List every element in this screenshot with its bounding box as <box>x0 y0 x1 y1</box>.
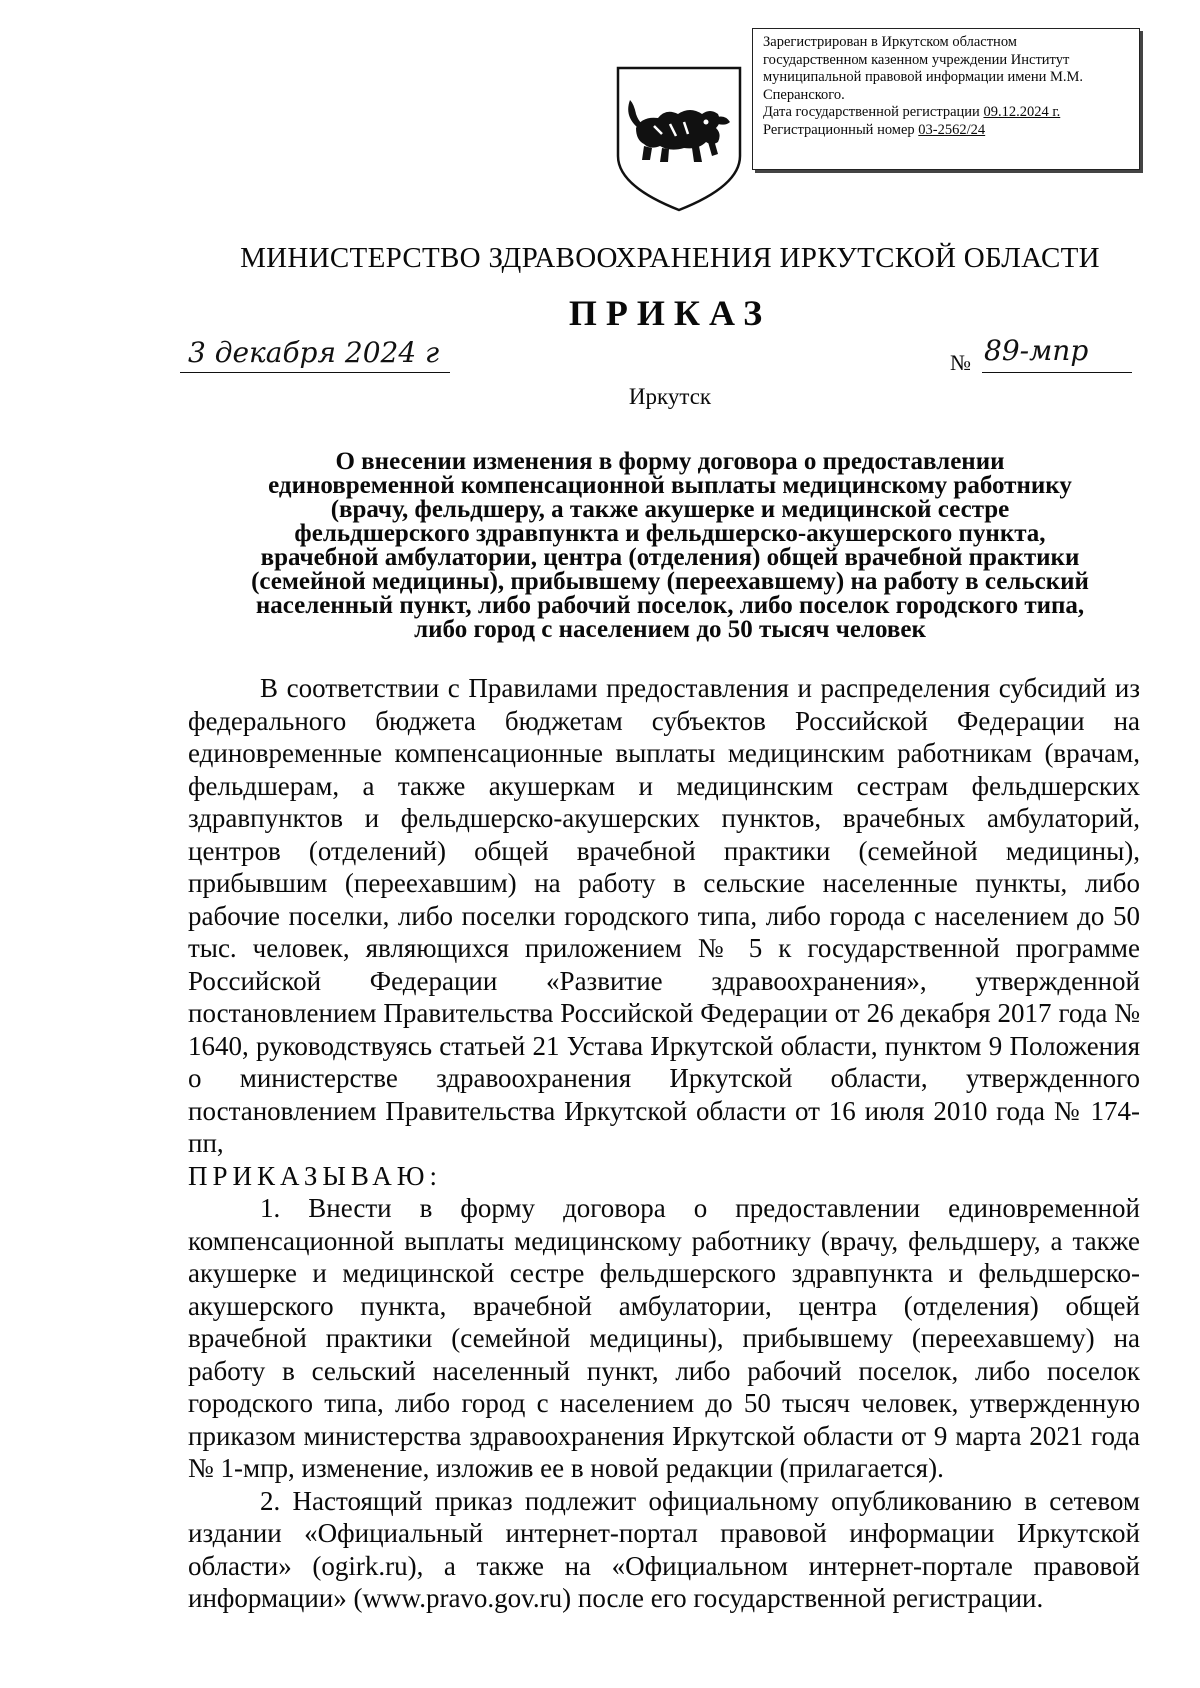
stamp-line: Сперанского. <box>763 86 845 103</box>
stamp-line: Зарегистрирован в Иркутском областном <box>763 34 1017 50</box>
stamp-date-value: 09.12.2024 г. <box>983 104 1061 120</box>
stamp-date-row <box>763 104 1129 122</box>
registration-stamp <box>752 28 1140 170</box>
item-2-paragraph: 2. Настоящий приказ подлежит официальному опубликованию в сетевом издании «Официальный интернет-портал правовой информации Иркутской области» (ogirk.ru), а также на «Официальном интернет-портале правовой информации» (www.pravo.gov.ru) после его государственной регистрации. <box>188 1485 1140 1613</box>
subject-line: либо город с населением до 50 тысяч человек <box>414 616 926 643</box>
stamp-line: муниципальной правовой информации имени М.М. <box>763 69 1084 85</box>
stamp-number-value: 03-2562/24 <box>918 121 986 138</box>
subject-line: врачебной амбулатории, центра (отделения) общей врачебной практики <box>260 544 1080 571</box>
subject-line: О внесении изменения в форму договора о предоставлении <box>335 448 1005 475</box>
number-sign: № <box>950 350 971 375</box>
document-type-title: ПРИКАЗ <box>568 293 772 333</box>
decree-word: ПРИКАЗЫВАЮ: <box>188 1160 442 1191</box>
handwritten-order-date: 3 декабря 2024 г <box>188 336 440 369</box>
order-subject <box>196 450 1144 642</box>
preamble-paragraph: В соответствии с Правилами предоставления и распределения субсидий из федерального бюджета бюджетам субъектов Российской Федерации на единовременные компенсационные выплаты медицинским работникам (врачам, фельдшерам, а также акушеркам и медицинским сестрам фельдшерских здравпунктов и фельдшерско-акушерских пунктов, врачебных амбулаторий, центров (отделений) общей врачебной практики (семейной медицины), прибывшим (переехавшим) на работу в сельские населенные пункты, либо рабочие поселки, либо поселки городского типа, либо города с населением до 50 тыс. человек, являющихся приложением № 5 к государственной программе Российской Федерации «Развитие здравоохранения», утвержденной постановлением Правительства Российской Федерации от 26 декабря 2017 года № 1640, руководствуясь статьей 21 Устава Иркутской области, пунктом 9 Положения о министерстве здравоохранения Иркутской области, утвержденного постановлением Правительства Иркутской области от 16 июля 2010 года № 174-пп, <box>188 673 1140 1158</box>
stamp-number-label: Регистрационный номер <box>763 121 919 138</box>
stamp-date-label: Дата государственной регистрации <box>763 104 984 120</box>
date-underline <box>180 372 450 373</box>
subject-line: населенный пункт, либо рабочий поселок, либо поселок городского типа, <box>255 592 1085 619</box>
coat-of-arms-icon <box>614 64 744 214</box>
ministry-heading: МИНИСТЕРСТВО ЗДРАВООХРАНЕНИЯ ИРКУТСКОЙ ОБЛАСТИ <box>240 242 1100 274</box>
number-underline <box>982 372 1132 373</box>
city-label: Иркутск <box>628 384 712 409</box>
stamp-number-row <box>763 122 1129 140</box>
handwritten-order-number: 89-мпр <box>984 334 1089 367</box>
order-body <box>188 672 1140 1615</box>
stamp-line: государственном казенном учреждении Институт <box>763 51 1070 68</box>
subject-line: (семейной медицины), прибывшему (переехавшему) на работу в сельский <box>251 568 1089 595</box>
item-1-paragraph: 1. Внести в форму договора о предоставлении единовременной компенсационной выплаты медицинскому работнику (врачу, фельдшеру, а также акушерке и медицинской сестре фельдшерского здравпункта и фельдшерско-акушерского пункта, врачебной амбулатории, центра (отделения) общей врачебной практики (семейной медицины), прибывшему (переехавшему) на работу в сельский населенный пункт, либо рабочий поселок, либо поселок городского типа, либо город с населением до 50 тысяч человек, утвержденную приказом министерства здравоохранения Иркутской области от 9 марта 2021 года № 1-мпр, изменение, изложив ее в новой редакции (прилагается). <box>188 1193 1140 1483</box>
subject-line: (врачу, фельдшеру, а также акушерке и медицинской сестре <box>330 496 1010 523</box>
subject-line: единовременной компенсационной выплаты медицинскому работнику <box>268 472 1072 499</box>
subject-line: фельдшерского здравпункта и фельдшерско-акушерского пункта, <box>294 520 1046 547</box>
